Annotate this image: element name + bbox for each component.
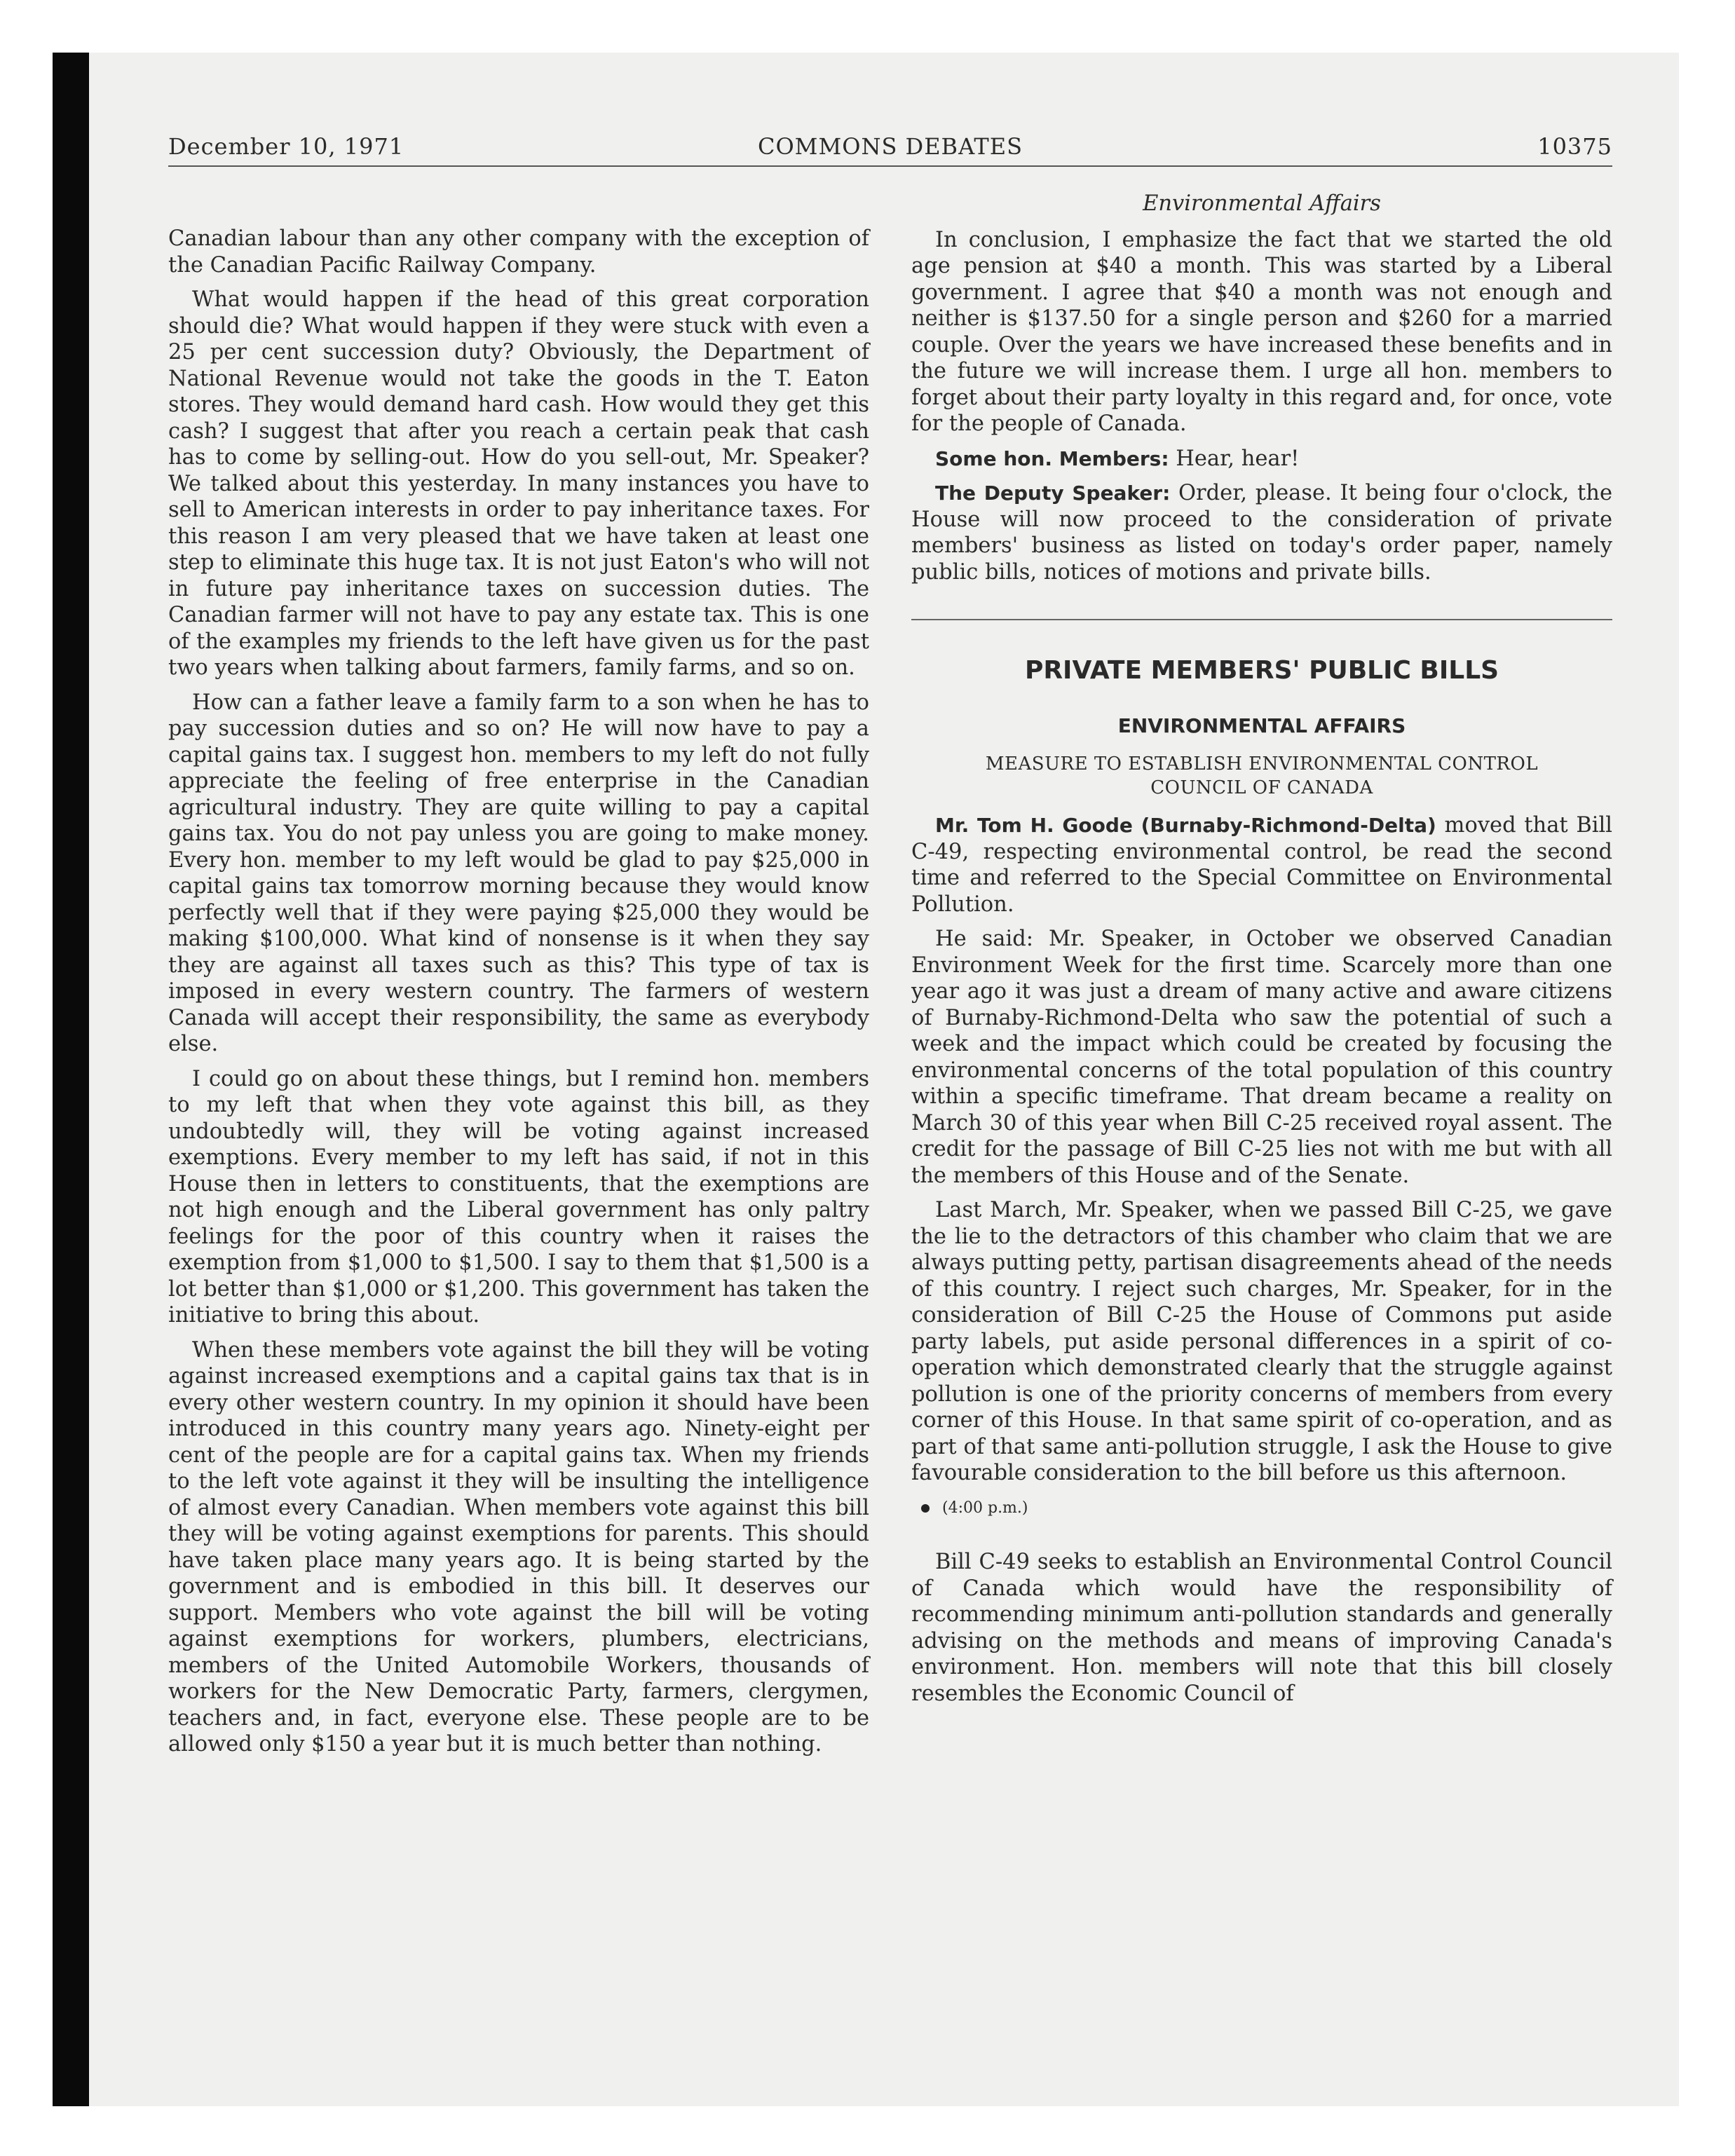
- speech-text: Hear, hear!: [1176, 446, 1300, 471]
- speaker-name: Mr. Tom H. Goode (Burnaby-Richmond-Delta): [935, 814, 1436, 837]
- bullet-icon: [921, 1504, 930, 1513]
- measure-heading-line: MEASURE TO ESTABLISH ENVIRONMENTAL CONTROL: [985, 753, 1539, 775]
- header-page-number: 10375: [1537, 133, 1612, 160]
- speaker-name: The Deputy Speaker:: [935, 482, 1171, 505]
- speaker-paragraph: [911, 812, 1612, 917]
- speech-text: Order, please. It being four o'clock, the House will now proceed to the consideration of private members' business as listed on today's order paper, namely public bills, notices of motions and private bills.: [911, 481, 1613, 585]
- paragraph: He said: Mr. Speaker, in October we observed Canadian Environment Week for the first time. Scarcely more than one year ago it was just a dream of many active and aware citizens of Burnaby-Richmond-Delta who saw the potential of such a week and the impact which could be created by focusing the environmental concerns of the total population of this country within a specific timeframe. That dream became a reality on March 30 of this year when Bill C-25 received royal assent. The credit for the passage of Bill C-25 lies not with me but with all the members of this House and of the Senate.: [911, 927, 1612, 1188]
- section-heading: PRIVATE MEMBERS' PUBLIC BILLS: [1024, 656, 1499, 685]
- header-date: December 10, 1971: [168, 133, 404, 160]
- binding-edge: [53, 53, 89, 2106]
- speaker-paragraph: [911, 446, 1612, 472]
- paragraph: How can a father leave a family farm to a son when he has to pay succession duties and so on? He will now have to pay a capital gains tax. I suggest hon. members to my left do not fully appreciate the feeling of free enterprise in the Canadian agricultural industry. They are quite willing to pay a capital gains tax. You do not pay unless you are going to make money. Every hon. member to my left would be glad to pay $25,000 in capital gains tax tomorrow morning because they would know perfectly well that if they were paying $25,000 they would be making $100,000. What kind of nonsense is it when they say they are against all taxes such as this? This type of tax is imposed in every western country. The farmers of western Canada will accept their responsibility, the same as everybody else.: [168, 690, 869, 1056]
- measure-heading: [911, 752, 1612, 800]
- right-column: [911, 191, 1612, 1715]
- paragraph: When these members vote against the bill they will be voting against increased exemptions and a capital gains tax that is in every other western country. In my opinion it should have been introduced in this country many years ago. Ninety-eight per cent of the people are for a capital gains tax. When my friends to the left vote against it they will be insulting the intelligence of almost every Canadian. When members vote against this bill they will be voting against exemptions for parents. This should have taken place many years ago. It is being started by the government and is embodied in this bill. It deserves our support. Members who vote against the bill will be voting against exemptions for workers, plumbers, electricians, members of the United Automobile Workers, thousands of workers for the New Democratic Party, farmers, clergymen, teachers and, in fact, everyone else. These people are to be allowed only $150 a year but it is much better than nothing.: [168, 1337, 869, 1756]
- time-marker: [921, 1495, 1612, 1522]
- paragraph: Bill C-49 seeks to establish an Environmental Control Council of Canada which would have the responsibility of recommending minimum anti-pollution standards and generally advising on the methods and means of improving Canada's environment. Hon. members will note that this bill closely resembles the Economic Council of: [911, 1550, 1612, 1706]
- paragraph: In conclusion, I emphasize the fact that we started the old age pension at $40 a month. This was started by a Liberal government. I agree that $40 a month was not enough and neither is $137.50 for a single person and $260 for a married couple. Over the years we have increased these benefits and in the future we will increase them. I urge all hon. members to forget about their party loyalty in this regard and, for once, vote for the people of Canada.: [911, 227, 1612, 436]
- measure-heading-line: COUNCIL OF CANADA: [1150, 777, 1373, 798]
- running-head: Environmental Affairs: [1143, 191, 1381, 216]
- speaker-paragraph: [911, 480, 1612, 585]
- header-title: COMMONS DEBATES: [757, 133, 1023, 160]
- document-page: [168, 133, 1612, 2096]
- paragraph: I could go on about these things, but I remind hon. members to my left that when they vote against this bill, as they undoubtedly will, they will be voting against increased exemptions. Every member to my left has said, if not in this House then in letters to constituents, that the exemptions are not high enough and the Liberal government has only paltry feelings for the poor of this country when it raises the exemption from $1,000 to $1,500. I say to them that $1,500 is a lot better than $1,000 or $1,200. This government has taken the initiative to bring this about.: [168, 1066, 869, 1328]
- paragraph: Last March, Mr. Speaker, when we passed Bill C-25, we gave the lie to the detractors of this chamber who claim that we are always putting petty, partisan disagreements ahead of the needs of this country. I reject such charges, Mr. Speaker, for in the consideration of Bill C-25 the House of Commons put aside party labels, put aside personal differences in a spirit of co-operation which demonstrated clearly that the struggle against pollution is one of the priority concerns of members from every corner of this House. In that same spirit of co-operation, and as part of that same anti-pollution struggle, I ask the House to give favourable consideration to the bill before us this afternoon.: [911, 1198, 1612, 1485]
- page-header: [168, 133, 1612, 167]
- subsection-heading: ENVIRONMENTAL AFFAIRS: [1117, 714, 1406, 737]
- time-marker-text: (4:00 p.m.): [942, 1499, 1028, 1517]
- section-divider: [911, 619, 1612, 620]
- paragraph: Canadian labour than any other company with the exception of the Canadian Pacific Railway Company.: [168, 226, 869, 278]
- paragraph: What would happen if the head of this great corporation should die? What would happen if they were stuck with even a 25 per cent succession duty? Obviously, the Department of National Revenue would not take the goods in the T. Eaton stores. They would demand hard cash. How would they get this cash? I suggest that after you reach a certain peak that cash has to come by selling-out. How do you sell-out, Mr. Speaker? We talked about this yesterday. In many instances you have to sell to American interests in order to pay inheritance taxes. For this reason I am very pleased that we have taken at least one step to eliminate this huge tax. It is not just Eaton's who will not in future pay inheritance taxes on succession duties. The Canadian farmer will not have to pay any estate tax. This is one of the examples my friends to the left have given us for the past two years when talking about farmers, family farms, and so on.: [168, 287, 869, 680]
- speaker-name: Some hon. Members:: [935, 446, 1169, 470]
- speech-text: moved that Bill C-49, respecting environmental control, be read the second time and referred to the Special Committee on Environmental Pollution.: [911, 813, 1613, 917]
- left-column: [168, 226, 869, 1766]
